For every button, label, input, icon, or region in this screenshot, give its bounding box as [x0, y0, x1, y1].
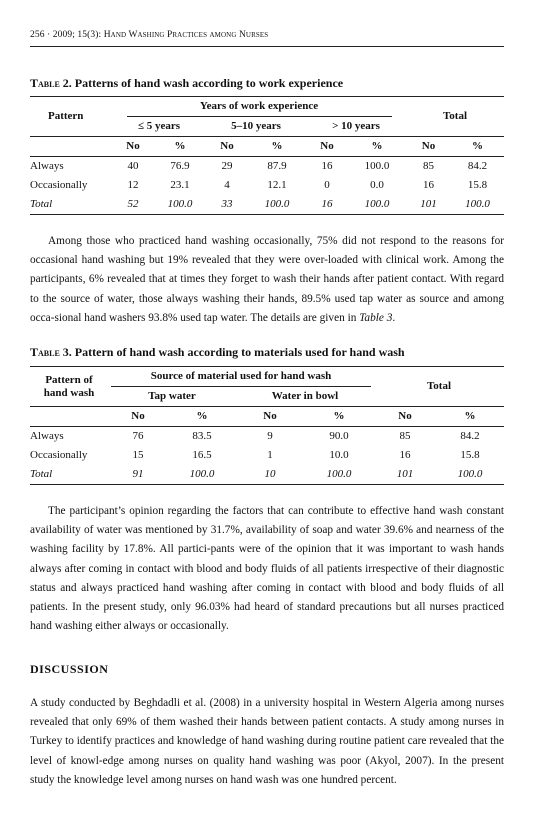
table-cell: 16 [423, 179, 434, 191]
table-cell: 100.0 [167, 198, 193, 210]
table-row [30, 465, 504, 485]
table-cell: 100.0 [364, 160, 390, 172]
header-rule [30, 46, 504, 47]
table-row [30, 427, 504, 447]
table2-col-header: No [126, 140, 140, 152]
table-cell: 76.9 [170, 160, 190, 172]
table2-col-header: % [371, 140, 383, 152]
table-cell: 100.0 [189, 468, 215, 480]
table-row [30, 176, 504, 195]
table-cell: 16 [321, 198, 333, 210]
table3-sub-header: Tap water [148, 390, 196, 402]
table-cell: 85 [423, 160, 434, 172]
table-cell: 12.1 [267, 179, 287, 191]
row-label: Occasionally [30, 449, 88, 461]
table-cell: 0 [324, 179, 330, 191]
table-cell: 40 [127, 160, 139, 172]
table3-col-header: No [131, 410, 145, 422]
table3-group-header: Source of material used for hand wash [108, 367, 374, 388]
table-cell: 83.5 [192, 430, 212, 442]
table2-sub-header: 5–10 years [231, 120, 281, 132]
table-cell: 10.0 [329, 449, 349, 461]
table-cell: 9 [267, 430, 273, 442]
table3-col-header: No [263, 410, 277, 422]
paragraph-discussion: A study conducted by Beghdadli et al. (2008) in a university hospital in Western Algeria among nurses revealed that only 69% of them washed their hands between patient contacts. A study among nurses in Turkey to identify practices and knowledge of hand washing during routine patient care revealed that the level of knowl-edge among nurses on quality hand washing was poor (Akyol, 2007). In the present study the knowledge level among nurses on hand wash was one hundred percent. [30, 697, 504, 786]
table-row [30, 446, 504, 465]
table-cell: 10 [264, 468, 276, 480]
table2-col-header: % [271, 140, 283, 152]
table3-total-header: Total [426, 380, 452, 392]
table3-col-header: % [464, 410, 476, 422]
table-cell: 15 [132, 449, 144, 461]
table3-caption: Pattern of hand wash according to materials used for hand wash [74, 345, 405, 359]
journal-citation: 2009; 15(3): [52, 30, 102, 40]
table-cell: 16.5 [192, 449, 212, 461]
table-cell: 100.0 [264, 198, 290, 210]
table2 [30, 96, 504, 215]
table-cell: 4 [224, 179, 230, 191]
table-cell: 12 [127, 179, 139, 191]
table2-total-header: Total [442, 110, 468, 122]
table-cell: 52 [127, 198, 139, 210]
table-cell: 23.1 [170, 179, 190, 191]
table3-title [30, 345, 405, 360]
table-cell: 84.2 [467, 160, 488, 172]
paragraph-results-1: Among those who practiced hand washing occasionally, 75% did not respond to the reasons for occasional hand washing but 19% revealed that they were over-loaded with clinical work. Among the participants, 6% revealed that at times they forget to wash their hands after patient contact. With regard to the source of water, those always washing their hands, 89.5% used tap water as source and among occa-sional hand washers 93.8% used tap water. The details are given in Table 3. [30, 235, 504, 324]
table-cell: 0.0 [370, 179, 384, 191]
table-cell: 1 [267, 449, 273, 461]
table2-title [30, 76, 343, 91]
table-cell: 87.9 [267, 160, 287, 172]
table-cell: 84.2 [460, 430, 480, 442]
table-row [30, 157, 504, 177]
table2-caption: Patterns of hand wash according to work experience [74, 76, 344, 90]
section-heading-discussion: DISCUSSION [30, 662, 109, 676]
paragraph-results-2: The participant’s opinion regarding the factors that can contribute to effective hand wash constant availability of water was mentioned by 31.7%, availability of soap and water 39.6% and nearness of the washing facility by 17.8%. All partici-pants were of the opinion that it was important to wash hands always after coming in contact with blood and body fluids of all patients irrespective of their diagnostic status and always practiced hand washing after coming in contact with blood and body fluids of all patients. In the present study, only 96.03% had heard of standard precautions but all nurses practiced hand washing either always or occasionally. [30, 505, 504, 633]
table-cell: 76 [132, 430, 144, 442]
running-title: Hand Washing Practices among Nurses [103, 30, 269, 40]
row-label: Always [30, 430, 64, 442]
table3-sub-header: Water in bowl [271, 390, 339, 402]
row-label: Occasionally [30, 179, 88, 191]
table2-col-header: No [220, 140, 234, 152]
table-cell: 100.0 [457, 468, 483, 480]
row-label: Always [30, 160, 64, 172]
table-cell: 16 [321, 160, 333, 172]
table-cell: 85 [399, 430, 411, 442]
table-cell: 91 [132, 468, 144, 480]
table3-col-header: No [398, 410, 412, 422]
table2-pattern-header: Pattern [48, 110, 84, 122]
page-number: 256 [30, 30, 45, 40]
table-cell: 101 [396, 468, 414, 480]
table2-label: Table 2. [30, 76, 72, 90]
table2-sub-header: ≤ 5 years [137, 120, 181, 132]
table3 [30, 366, 504, 485]
table-cell: 29 [221, 160, 233, 172]
table2-col-header: % [472, 140, 483, 152]
table-row [30, 195, 504, 215]
table-cell: 100.0 [364, 198, 390, 210]
table-cell: 100.0 [326, 468, 352, 480]
table-cell: 90.0 [329, 430, 349, 442]
table-cell: 101 [420, 198, 437, 210]
table-cell: 100.0 [465, 198, 490, 210]
running-head: 256 · 2009; 15(3): Hand Washing Practices among Nurses [30, 30, 269, 40]
table2-col-header: % [174, 140, 186, 152]
table3-reference: Table 3 [359, 311, 393, 324]
table3-col-header: % [196, 410, 208, 422]
table2-sub-header: > 10 years [332, 120, 380, 132]
row-label: Total [30, 468, 53, 480]
table3-label: Table 3. [30, 345, 72, 359]
table2-col-header: No [320, 140, 334, 152]
table-cell: 16 [399, 449, 411, 461]
table3-col-header: % [333, 410, 345, 422]
table3-pattern-header: Pattern of hand wash [43, 373, 95, 399]
table-cell: 15.8 [467, 179, 488, 191]
row-label: Total [30, 198, 53, 210]
table2-group-header: Years of work experience [112, 97, 406, 118]
table2-col-header: No [421, 140, 436, 152]
table-cell: 15.8 [460, 449, 480, 461]
table-cell: 33 [221, 198, 233, 210]
